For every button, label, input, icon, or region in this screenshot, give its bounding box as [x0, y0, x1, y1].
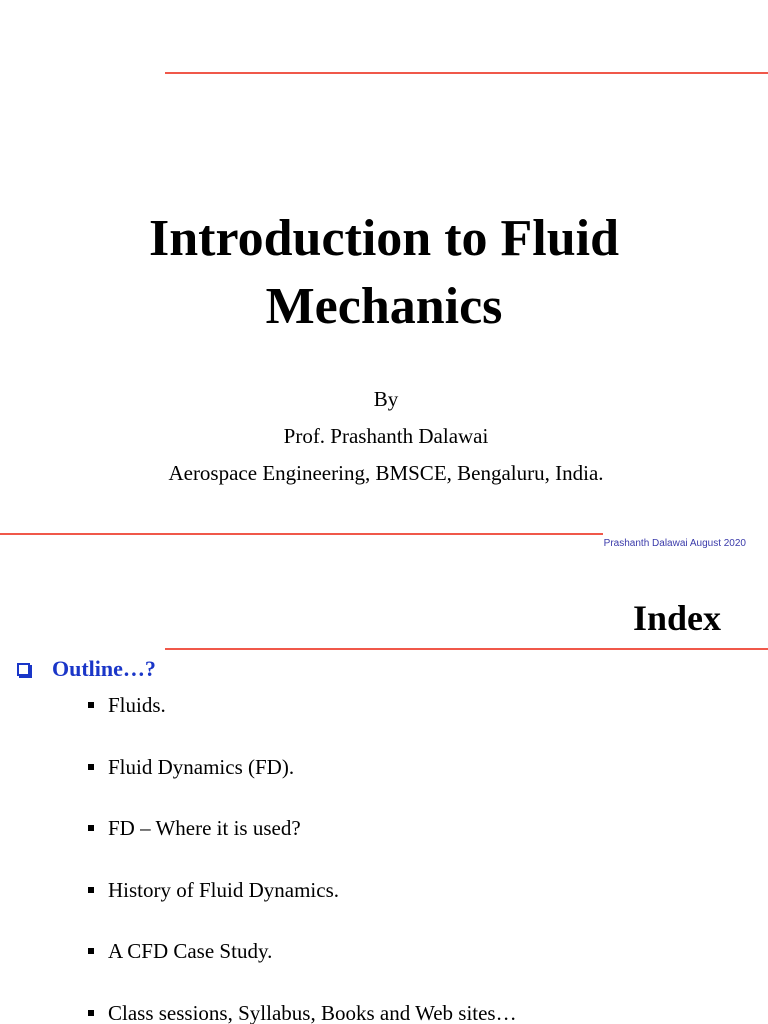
outline-heading	[17, 655, 156, 683]
slide-title-line-1: Introduction to Fluid	[148, 210, 620, 267]
list-item-text: Fluids.	[108, 693, 166, 717]
square-bullet-icon	[88, 702, 94, 708]
slide-title-line-2: Mechanics	[265, 278, 503, 335]
list-item-text: History of Fluid Dynamics.	[108, 877, 339, 902]
by-label: By	[373, 387, 399, 411]
outline-list	[88, 690, 517, 1024]
list-item-text: Fluid Dynamics (FD).	[108, 754, 295, 779]
list-item-text: FD – Where it is used?	[108, 816, 301, 841]
slide-bottom-divider	[0, 533, 603, 535]
list-item	[88, 998, 517, 1024]
slide-top-divider	[165, 72, 768, 74]
square-bullet-icon	[88, 1010, 94, 1016]
author-name: Prof. Prashanth Dalawai	[283, 424, 489, 448]
square-bullet-icon	[88, 764, 94, 770]
slide-footer: Prashanth Dalawai August 2020	[603, 538, 746, 549]
outline-label: Outline…?	[52, 656, 156, 681]
index-title: Index	[632, 598, 721, 638]
list-item-text: A CFD Case Study.	[108, 939, 273, 964]
square-bullet-icon	[88, 887, 94, 893]
checkbox-icon	[17, 663, 30, 676]
slide-title	[0, 205, 768, 341]
list-item	[88, 936, 517, 966]
list-item	[88, 875, 517, 905]
square-bullet-icon	[88, 948, 94, 954]
list-item	[88, 690, 517, 720]
list-item	[88, 752, 517, 782]
author-affiliation: Aerospace Engineering, BMSCE, Bengaluru, India.	[168, 461, 604, 485]
list-item	[88, 813, 517, 843]
list-item-text: Class sessions, Syllabus, Books and Web sites…	[108, 1000, 517, 1024]
square-bullet-icon	[88, 825, 94, 831]
index-divider	[165, 648, 768, 650]
